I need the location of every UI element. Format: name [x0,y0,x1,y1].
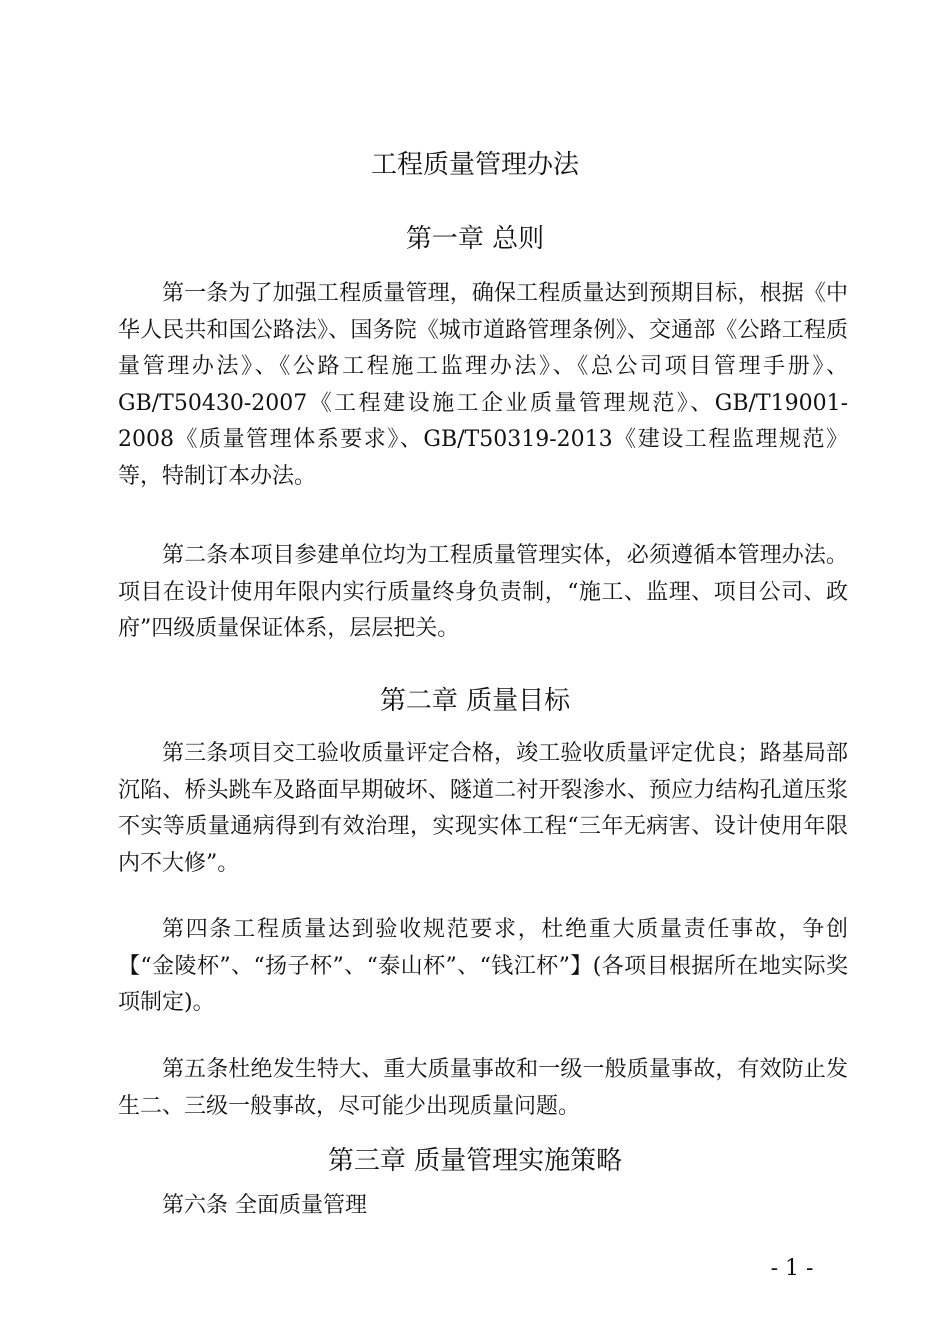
chapter-1-heading: 第一章 总则 [405,224,545,254]
chapter-3-heading: 第三章 质量管理实施策略 [327,1146,623,1176]
article-4-paragraph: 第四条工程质量达到验收规范要求，杜绝重大质量责任事故，争创【“金陵杯”、“扬子杯”、“泰山杯”、“钱江杯”】(各项目根据所在地实际奖项制定)。 [118,917,848,1015]
article-1-paragraph: 第一条为了加强工程质量管理，确保工程质量达到预期目标，根据《中华人民共和国公路法》、国务院《城市道路管理条例》、交通部《公路工程质量管理办法》、《公路工程施工监理办法》、《总公司项目管理手册》、GB/T50430-2007《工程建设施工企业质量管理规范》、GB/T19001-2008《质量管理体系要求》、GB/T50319-2013《建设工程监理规范》等，特制订本办法。 [118,281,848,489]
page-number: - 1 - [770,1256,814,1281]
article-5-paragraph: 第五条杜绝发生特大、重大质量事故和一级一般质量事故，有效防止发生二、三级一般事故，尽可能少出现质量问题。 [118,1057,848,1119]
article-2-paragraph: 第二条本项目参建单位均为工程质量管理实体，必须遵循本管理办法。项目在设计使用年限内实行质量终身负责制，“施工、监理、项目公司、政府”四级质量保证体系，层层把关。 [118,543,848,641]
document-title: 工程质量管理办法 [370,150,579,180]
article-3-paragraph: 第三条项目交工验收质量评定合格，竣工验收质量评定优良；路基局部沉陷、桥头跳车及路面早期破坏、隧道二衬开裂渗水、预应力结构孔道压浆不实等质量通病得到有效治理，实现实体工程“三年无病害、设计使用年限内不大修”。 [118,741,848,876]
chapter-2-heading: 第二章 质量目标 [379,686,571,716]
article-6-paragraph: 第六条 全面质量管理 [162,1193,367,1218]
